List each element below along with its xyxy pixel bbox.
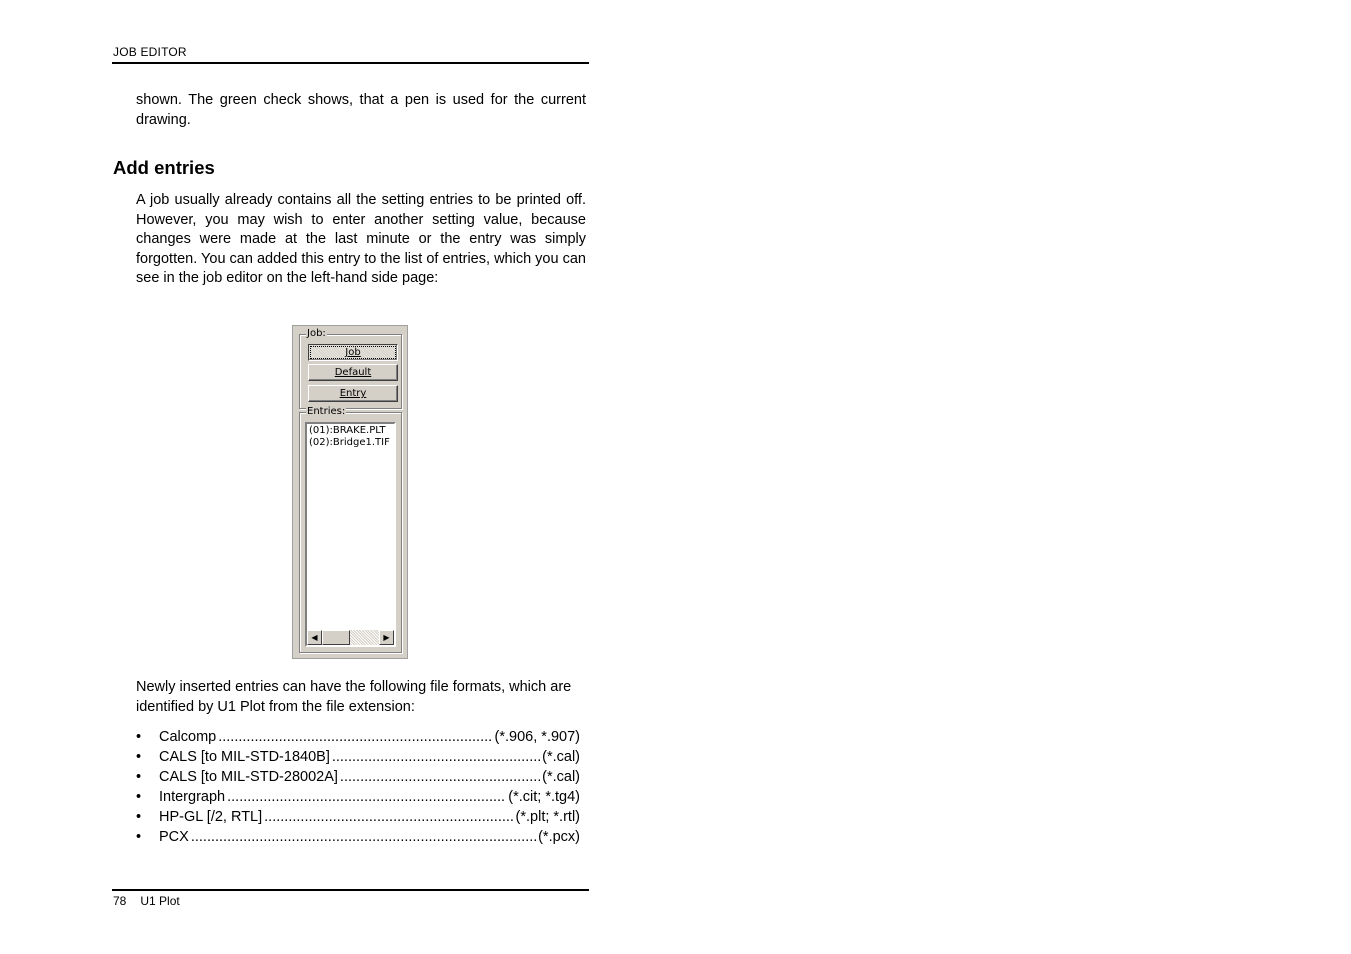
dot-leader (218, 727, 492, 747)
scrollbar-thumb[interactable] (322, 630, 350, 645)
dot-leader (264, 807, 513, 827)
format-extension: (*.cit; *.tg4) (508, 789, 580, 805)
dot-leader (332, 747, 540, 767)
format-extension: (*.pcx) (538, 829, 580, 845)
format-name: CALS [to MIL-STD-28002A] (159, 769, 338, 785)
file-format-list (136, 727, 580, 847)
list-item (136, 787, 580, 807)
format-extension: (*.cal) (542, 749, 580, 765)
format-extension: (*.plt; *.rtl) (515, 809, 580, 825)
format-name: Calcomp (159, 729, 217, 745)
horizontal-scrollbar[interactable] (307, 630, 394, 645)
bullet-icon: • (136, 789, 142, 805)
bullet-icon: • (136, 749, 142, 765)
job-editor-panel (292, 325, 408, 659)
list-item (136, 767, 580, 787)
entry-button[interactable]: Entry (308, 385, 398, 402)
header-rule (112, 62, 589, 64)
entries-listbox[interactable] (305, 422, 396, 647)
bullet-icon: • (136, 829, 142, 845)
format-extension: (*.906, *.907) (494, 729, 580, 745)
scroll-right-icon[interactable]: ▶ (379, 630, 394, 645)
scroll-left-icon[interactable]: ◀ (307, 630, 322, 645)
job-group-label: Job: (307, 328, 326, 339)
intro-paragraph: shown. The green check shows, that a pen is used for the current drawing. (136, 92, 586, 128)
product-name: U1 Plot (140, 894, 180, 908)
format-name: PCX (159, 829, 189, 845)
running-footer (113, 894, 194, 908)
running-header: JOB EDITOR (113, 45, 187, 59)
section-body-paragraph: A job usually already contains all the setting entries to be printed off. However, you may wish to enter another setting value, because changes were made at the last minute or the entry was simply forgotten. You can added this entry to the list of entries, which you can see in the job editor on the left-hand side page: (136, 192, 586, 286)
job-groupbox (299, 328, 402, 409)
bullet-icon: • (136, 809, 142, 825)
format-name: HP-GL [/2, RTL] (159, 809, 263, 825)
job-button[interactable]: Job (308, 344, 398, 361)
list-item (136, 747, 580, 767)
bullet-icon: • (136, 729, 142, 745)
entries-groupbox (299, 406, 402, 653)
format-name: CALS [to MIL-STD-1840B] (159, 749, 330, 765)
list-item[interactable]: (01):BRAKE.PLT (309, 425, 386, 436)
formats-intro-paragraph: Newly inserted entries can have the following file formats, which are identified by U1 Plot from the file extension: (136, 679, 572, 715)
format-name: Intergraph (159, 789, 226, 805)
dot-leader (227, 787, 506, 807)
list-item[interactable]: (02):Bridge1.TIF (309, 437, 390, 448)
list-item (136, 727, 580, 747)
footer-rule (112, 889, 589, 891)
bullet-icon: • (136, 769, 142, 785)
default-button[interactable]: Default (308, 364, 398, 381)
dot-leader (340, 767, 540, 787)
entries-group-label: Entries: (307, 406, 346, 417)
list-item (136, 827, 580, 847)
section-heading: Add entries (113, 157, 215, 178)
list-item (136, 807, 580, 827)
page-number: 78 (113, 894, 127, 908)
dot-leader (191, 827, 536, 847)
format-extension: (*.cal) (542, 769, 580, 785)
